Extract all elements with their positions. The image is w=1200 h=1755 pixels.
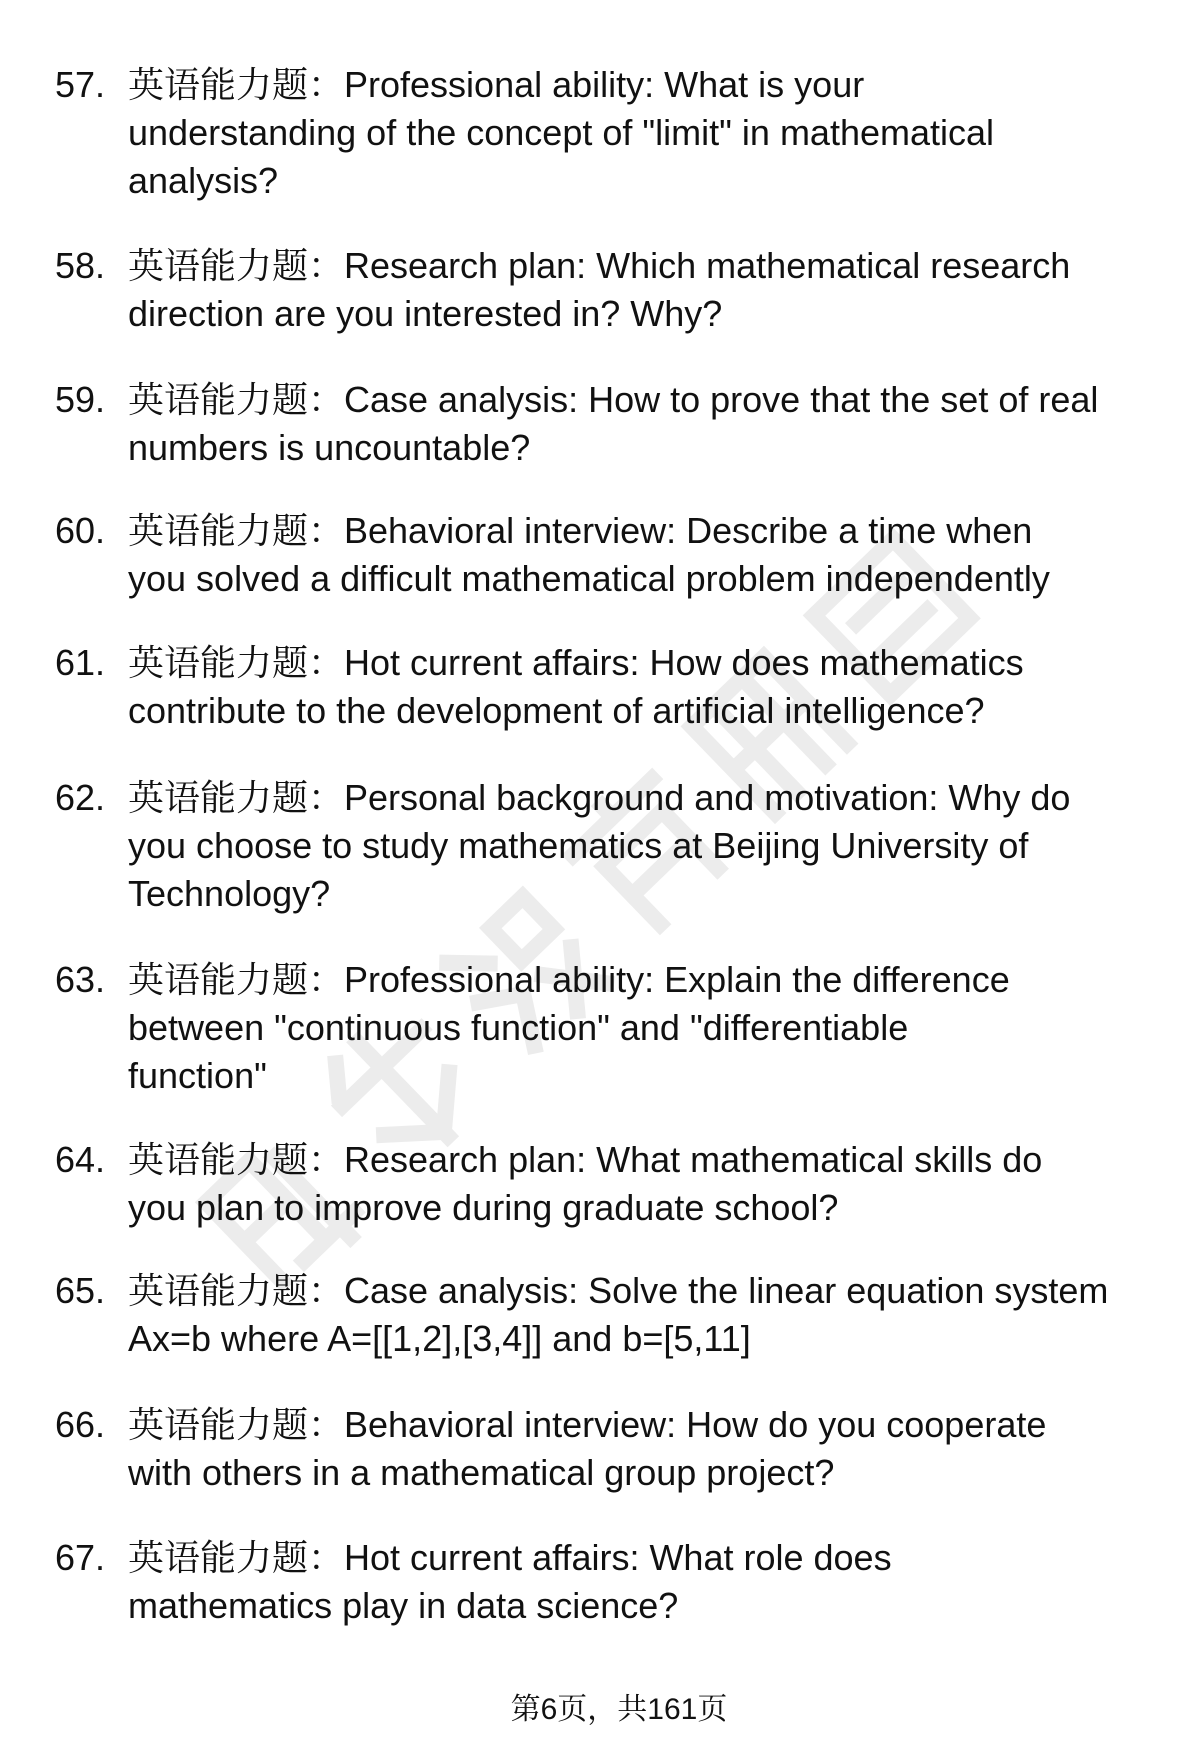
question-text <box>128 639 1024 735</box>
question-line: with others in a mathematical group project? <box>128 1452 835 1493</box>
question-line: 英语能力题：Hot current affairs: How does mathematics <box>128 642 1024 683</box>
question-line: 英语能力题：Case analysis: Solve the linear equation system <box>128 1270 1109 1311</box>
question-text <box>128 1534 892 1630</box>
question-text <box>128 774 1070 918</box>
page-indicator: 第6页，共161页 <box>510 1693 728 1726</box>
question-line: numbers is uncountable? <box>128 427 531 468</box>
question-line: 英语能力题：Research plan: What mathematical skills do <box>128 1139 1043 1180</box>
question-number: 58. <box>55 245 106 286</box>
question-line: Technology? <box>128 873 331 914</box>
question-line: 英语能力题：Professional ability: What is your <box>128 64 865 105</box>
question-line: between "continuous function" and "differentiable <box>128 1007 909 1048</box>
question-number: 66. <box>55 1404 106 1445</box>
question-text <box>128 1136 1042 1232</box>
question-number: 63. <box>55 959 106 1000</box>
question-number: 64. <box>55 1139 106 1180</box>
question-line: 英语能力题：Personal background and motivation: Why do <box>128 777 1071 818</box>
question-line: 英语能力题：Hot current affairs: What role does <box>128 1537 892 1578</box>
question-number: 61. <box>55 642 106 683</box>
question-line: understanding of the concept of "limit" in mathematical <box>128 112 995 153</box>
question-line: contribute to the development of artificial intelligence? <box>128 690 985 731</box>
question-number: 60. <box>55 510 106 551</box>
question-line: direction are you interested in? Why? <box>128 293 723 334</box>
question-line: you plan to improve during graduate school? <box>128 1187 839 1228</box>
question-line: analysis? <box>128 160 279 201</box>
question-line: 英语能力题：Case analysis: How to prove that the set of real <box>128 379 1099 420</box>
question-line: 英语能力题：Research plan: Which mathematical research <box>128 245 1071 286</box>
question-number: 62. <box>55 777 106 818</box>
question-text <box>128 376 1098 472</box>
question-line: 英语能力题：Behavioral interview: Describe a time when <box>128 510 1033 551</box>
question-number: 57. <box>55 64 106 105</box>
question-number: 65. <box>55 1270 106 1311</box>
question-text <box>128 507 1050 603</box>
page-footer <box>0 1690 1200 1730</box>
question-line: mathematics play in data science? <box>128 1585 679 1626</box>
question-line: 英语能力题：Behavioral interview: How do you cooperate <box>128 1404 1047 1445</box>
question-line: Ax=b where A=[[1,2],[3,4]] and b=[5,11] <box>128 1318 751 1359</box>
question-line: you choose to study mathematics at Beijing University of <box>128 825 1029 866</box>
question-line: function" <box>128 1055 267 1096</box>
question-text <box>128 1401 1046 1497</box>
question-text <box>128 242 1070 338</box>
question-line: you solved a difficult mathematical problem independently <box>128 558 1050 599</box>
question-text <box>128 61 994 205</box>
question-number: 59. <box>55 379 106 420</box>
question-text <box>128 956 1010 1100</box>
question-text <box>128 1267 1108 1363</box>
question-number: 67. <box>55 1537 106 1578</box>
question-line: 英语能力题：Professional ability: Explain the difference <box>128 959 1010 1000</box>
